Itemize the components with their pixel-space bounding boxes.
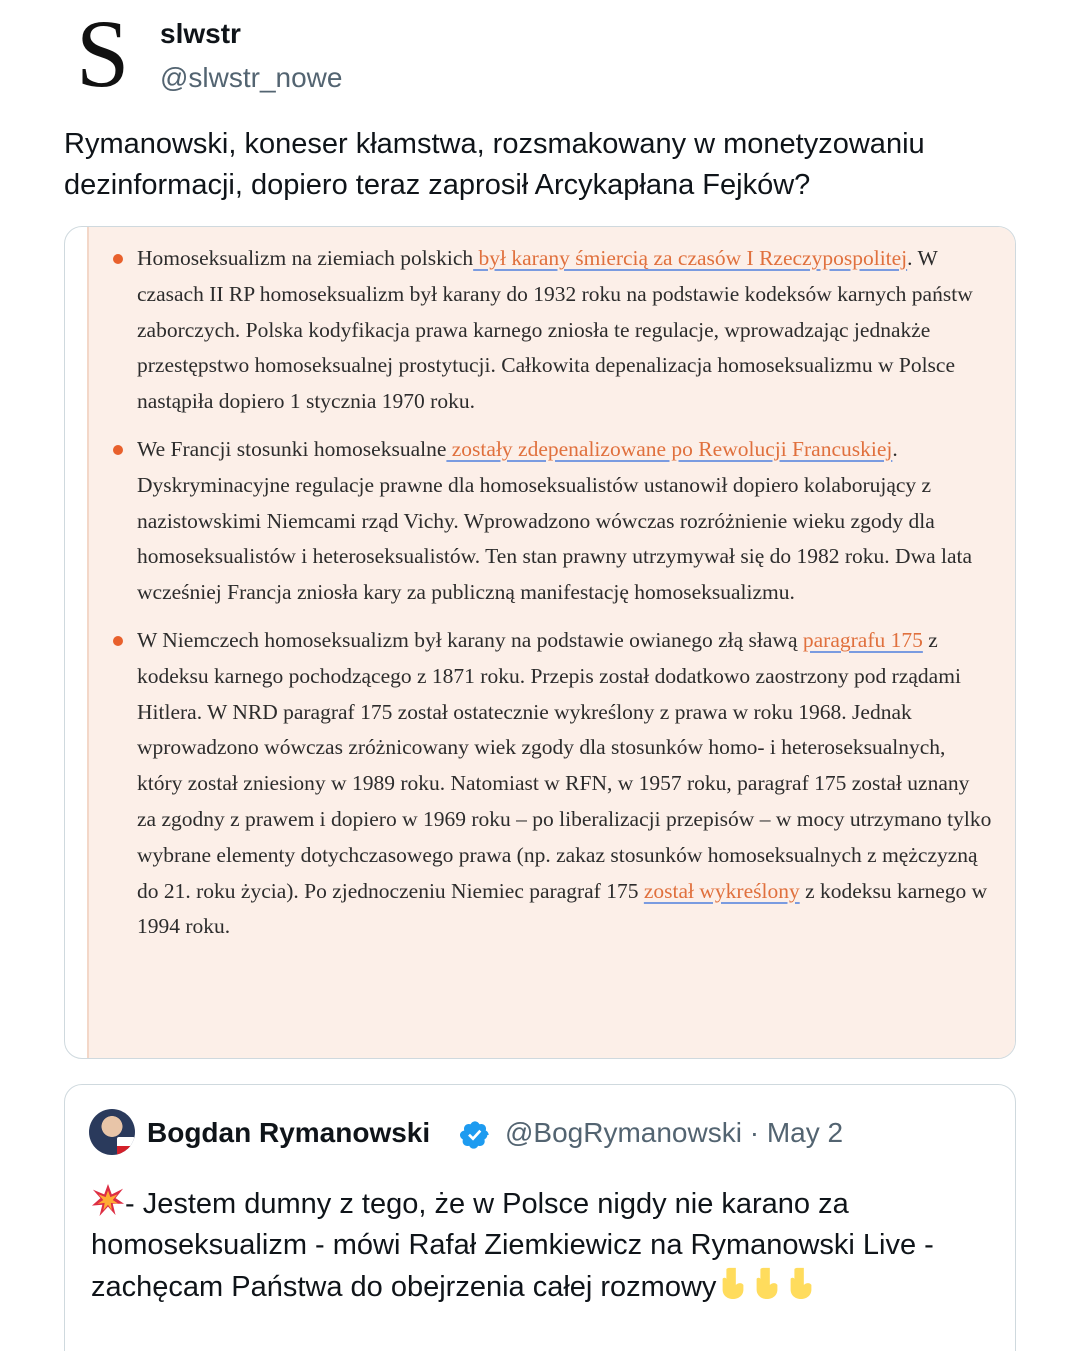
pointing-down-icon [784, 1266, 818, 1300]
item-link: był karany śmiercią za czasów I Rzeczypospolitej [473, 246, 908, 270]
item-text: We Francji stosunki homoseksualne [137, 436, 447, 461]
tweet-header [64, 0, 1024, 108]
tweet-media-image[interactable] [64, 226, 1016, 1059]
list-item [113, 241, 993, 420]
collision-icon [91, 1183, 125, 1217]
item-text: W Niemczech homoseksualizm był karany na podstawie owianego złą sławą [137, 627, 803, 652]
quoted-meta [505, 1117, 843, 1149]
verified-badge-icon [459, 1119, 491, 1151]
author-handle[interactable]: @slwstr_nowe [160, 62, 343, 93]
quoted-avatar[interactable] [89, 1109, 135, 1155]
quoted-tweet[interactable] [64, 1084, 1016, 1351]
item-text: . Dyskryminacyjne regulacje prawne dla homoseksualistów ustanowił dopiero kolaborujący z nazistowskimi Niemcami rząd Vichy. Wprowadzono wówczas rozróżnienie wieku zgody dla homoseksualistów i heteroseksualistów. Ten stan prawny utrzymywał się do 1982 roku. Dwa lata wcześniej Francja zniosła kary za publiczną manifestację homoseksualizmu. [137, 436, 973, 605]
author-display-name[interactable]: slwstr [160, 18, 241, 49]
item-link: zostały zdepenalizowane po Rewolucji Francuskiej [446, 436, 893, 461]
item-text: Homoseksualizm na ziemiach polskich [137, 246, 474, 270]
item-link: został wykreślony [643, 878, 800, 903]
pointing-down-icon [716, 1266, 750, 1300]
item-text: z kodeksu karnego w 1994 roku. [137, 878, 988, 939]
list-item [113, 623, 993, 945]
item-text: z kodeksu karnego pochodzącego z 1871 roku. Przepis został dodatkowo zaostrzony pod rządami Hitlera. W NRD paragraf 175 został ostatecznie wykreślony z prawa w roku 1968. Jednak wprowadzono wówczas zróżnicowany wiek zgody dla stosunków homo- i heteroseksualnych, który został zniesiony w 1989 roku. Natomiast w RFN, w 1957 roku, paragraf 175 został uznany za zgodny z prawem i dopiero w 1969 roku – po liberalizacji przepisów – w mocy utrzymano tylko wybrane elementy dotychczasowego prawa (np. zakaz stosunków homoseksualnych z mężczyzną do 21. roku życia). Po zjednoczeniu Niemiec paragraf 175 [137, 627, 992, 903]
quoted-text-block [91, 1183, 971, 1308]
item-link: paragrafu 175 [802, 627, 923, 652]
author-avatar[interactable]: S [76, 0, 130, 107]
item-text: . W czasach II RP homoseksualizm był karany do 1932 roku na podstawie kodeksów karnych państw zaborczych. Polska kodyfikacja prawa karnego zniosła te regulacje, wprowadzając jednakże przestępstwo homoseksualnej prostytucji. Całkowita depenalizacja homoseksualizmu w Polsce nastąpiła dopiero 1 stycznia 1970 roku. [137, 246, 973, 414]
tweet-text: Rymanowski, koneser kłamstwa, rozsmakowany w monetyzowaniu dezinformacji, dopiero teraz zaprosił Arcykapłana Fejków? [64, 128, 925, 201]
quoted-text: - Jestem dumny z tego, że w Polsce nigdy nie karano za homoseksualizm - mówi Rafał Ziemkiewicz na Rymanowski Live - zachęcam Państwa do obejrzenia całej rozmowy [91, 1188, 934, 1303]
list-item [113, 432, 993, 611]
meta-separator: · [749, 1117, 760, 1148]
article-list [113, 241, 993, 945]
pointing-down-icon [750, 1266, 784, 1300]
article-text [113, 241, 993, 957]
quoted-display-name[interactable]: Bogdan Rymanowski [147, 1117, 431, 1148]
article-screenshot [87, 227, 1016, 1059]
quoted-handle[interactable]: @BogRymanowski [505, 1117, 742, 1148]
quoted-date[interactable]: May 2 [766, 1117, 844, 1148]
